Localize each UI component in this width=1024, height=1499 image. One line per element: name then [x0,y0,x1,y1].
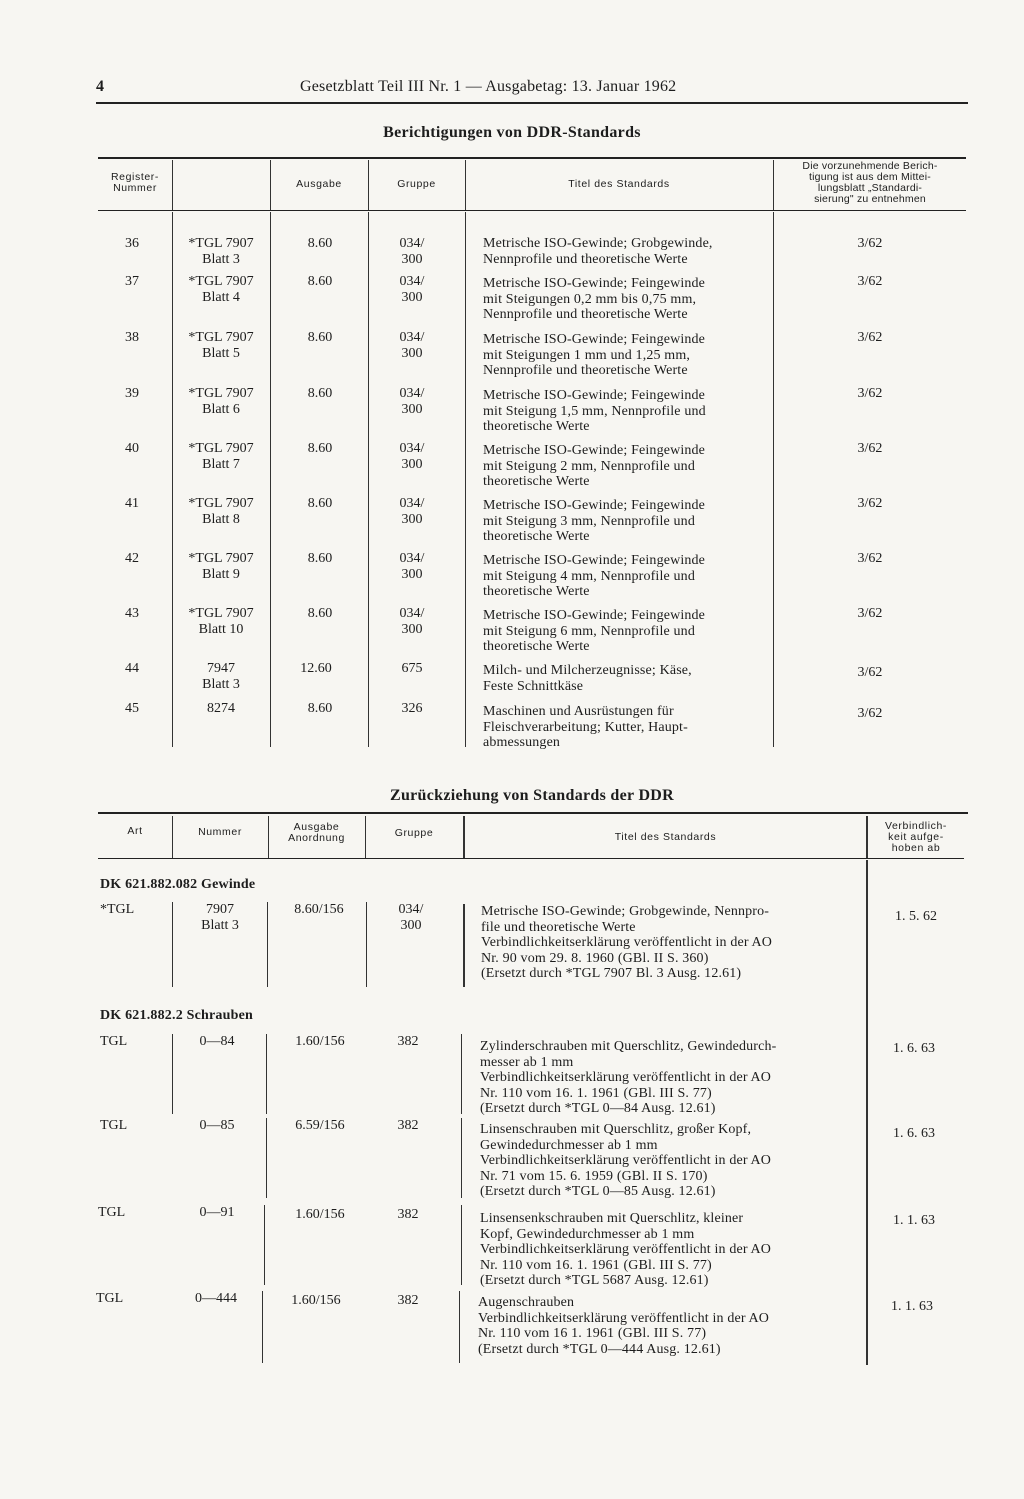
invalid-from-date: 1. 1. 63 [891,1299,933,1314]
art: *TGL [100,902,135,917]
standard-id: 7947 Blatt 3 [202,661,240,692]
s2-header-titel: Titel des Standards [614,831,717,843]
running-head: Gesetzblatt Teil III Nr. 1 — Ausgabetag: 13. Januar 1962 [300,78,677,95]
register-number: 43 [125,606,139,621]
art: TGL [100,1034,128,1049]
gruppe: 034/ 300 [399,274,425,305]
s1-row [0,661,1024,701]
s1-row [0,386,1024,436]
ausgabe-anordnung: 8.60/156 [294,902,344,917]
gruppe: 326 [401,701,423,716]
invalid-from-date: 1. 6. 63 [893,1041,935,1056]
register-number: 45 [125,701,139,716]
register-number: 41 [125,496,139,511]
register-number: 39 [125,386,139,401]
withdrawal-details: Metrische ISO-Gewinde; Grobgewinde, Nennpro- file und theoretische Werte Verbindlichkeitserklärung veröffentlicht in der AO Nr. 90 vom 29. 8. 1960 (GBl. II S. 360) (Ersetzt durch *TGL 7907 Bl. 3 Ausg. 12.61) [481,904,773,982]
s2-row [0,1291,1024,1365]
s1-row [0,496,1024,546]
row-divider [461,1118,462,1198]
s1-header-titel: Titel des Standards [568,178,670,190]
section1-title: Berichtigungen von DDR-Standards [383,124,641,141]
invalid-from-date: 1. 1. 63 [893,1213,935,1228]
standard-id: *TGL 7907 Blatt 10 [188,606,254,637]
s2-header-gruppe: Gruppe [394,827,434,839]
s1-table-top-rule [98,157,966,159]
withdrawal-details: Augenschrauben Verbindlichkeitserklärung veröffentlicht in der AO Nr. 110 vom 16 1. 1961 (GBl. III S. 77) (Ersetzt durch *TGL 0—444 Ausg. 12.61) [478,1295,770,1357]
s1-row [0,274,1024,324]
s1-col-divider [172,160,173,210]
row-divider [461,1034,462,1114]
gruppe: 034/ 300 [398,902,424,933]
ausgabe-anordnung: 1.60/156 [291,1293,341,1308]
s1-header-note: Die vorzunehmende Berich- tigung ist aus dem Mittei- lungsblatt „Standardi- sierung" zu entnehmen [802,160,938,205]
s2-header-art: Art [127,825,143,837]
standard-id: 8274 [207,701,235,716]
ausgabe: 8.60 [307,441,333,456]
s2-row [0,1118,1024,1200]
nummer: 7907 Blatt 3 [201,902,239,933]
row-divider [461,1205,462,1285]
standard-title: Maschinen und Ausrüstungen für Fleischverarbeitung; Kutter, Haupt- abmessungen [483,704,688,751]
row-divider [262,1291,263,1363]
register-number: 36 [125,236,139,251]
invalid-from-date: 1. 6. 63 [893,1126,935,1141]
correction-ref: 3/62 [857,606,883,621]
s1-header-bottom-rule [98,210,966,211]
row-divider [264,1205,265,1285]
standard-id: *TGL 7907 Blatt 7 [188,441,254,472]
standard-title: Metrische ISO-Gewinde; Feingewinde mit Steigung 6 mm, Nennprofile und theoretische Werte [483,608,706,655]
register-number: 44 [125,661,139,676]
s2-header-ausgabe: Ausgabe Anordnung [288,821,345,844]
standard-id: *TGL 7907 Blatt 8 [188,496,254,527]
row-divider [266,1034,267,1114]
ausgabe: 8.60 [307,606,333,621]
register-number: 42 [125,551,139,566]
ausgabe: 8.60 [307,330,333,345]
s2-header-verb: Verbindlich- keit aufge- hoben ab [884,820,948,854]
invalid-from-date: 1. 5. 62 [895,909,937,924]
standard-title: Metrische ISO-Gewinde; Feingewinde mit Steigung 2 mm, Nennprofile und theoretische Werte [483,443,706,490]
s1-row [0,551,1024,601]
s1-header-register: Register- Nummer [111,171,159,194]
standard-title: Metrische ISO-Gewinde; Feingewinde mit Steigungen 1 mm und 1,25 mm, Nennprofile und theoretische Werte [483,332,706,379]
withdrawal-details: Zylinderschrauben mit Querschlitz, Gewindedurch- messer ab 1 mm Verbindlichkeitserklärung veröffentlicht in der AO Nr. 110 vom 16. 1. 1961 (GBl. III S. 77) (Ersetzt durch *TGL 0—84 Ausg. 12.61) [480,1039,777,1117]
nummer: 0—444 [195,1291,237,1306]
correction-ref: 3/62 [857,706,883,721]
gruppe: 034/ 300 [399,441,425,472]
standard-id: *TGL 7907 Blatt 3 [188,236,254,267]
row-divider [459,1291,460,1363]
s2-table-top-rule [98,812,968,814]
gruppe: 034/ 300 [399,330,425,361]
correction-ref: 3/62 [857,665,883,680]
s1-header-ausgabe: Ausgabe [296,178,342,190]
nummer: 0—84 [199,1034,235,1049]
standard-id: *TGL 7907 Blatt 9 [188,551,254,582]
withdrawal-details: Linsenschrauben mit Querschlitz, großer Kopf, Gewindedurchmesser ab 1 mm Verbindlichkeitserklärung veröffentlicht in der AO Nr. 71 vom 15. 6. 1959 (GBl. II S. 170) (Ersetzt durch *TGL 0—85 Ausg. 12.61) [480,1122,772,1200]
standard-title: Metrische ISO-Gewinde; Feingewinde mit Steigung 3 mm, Nennprofile und theoretische Werte [483,498,706,545]
correction-ref: 3/62 [857,551,883,566]
correction-ref: 3/62 [857,236,883,251]
ausgabe-anordnung: 1.60/156 [295,1034,345,1049]
correction-ref: 3/62 [857,441,883,456]
ausgabe: 8.60 [307,551,333,566]
gruppe: 034/ 300 [399,236,425,267]
ausgabe: 12.60 [300,661,332,676]
art: TGL [98,1205,126,1220]
standard-id: *TGL 7907 Blatt 6 [188,386,254,417]
row-divider [267,902,268,987]
standard-title: Metrische ISO-Gewinde; Grobgewinde, Nennprofile und theoretische Werte [483,236,713,267]
gruppe: 382 [397,1207,419,1222]
page-number: 4 [96,78,105,95]
correction-ref: 3/62 [857,386,883,401]
section2-title: Zurückziehung von Standards der DDR [389,787,675,804]
s1-row [0,606,1024,656]
s2-row [0,1205,1024,1287]
nummer: 0—91 [199,1205,235,1220]
art: TGL [100,1118,128,1133]
gruppe: 034/ 300 [399,496,425,527]
s2-row [0,902,1024,992]
standard-title: Metrische ISO-Gewinde; Feingewinde mit Steigung 1,5 mm, Nennprofile und theoretische Werte [483,388,706,435]
row-divider [463,904,465,987]
s1-row [0,330,1024,380]
s2-header-nummer: Nummer [198,826,242,838]
ausgabe: 8.60 [307,236,333,251]
ausgabe: 8.60 [307,274,333,289]
group-heading: DK 621.882.2 Schrauben [100,1008,253,1023]
standard-title: Metrische ISO-Gewinde; Feingewinde mit Steigung 4 mm, Nennprofile und theoretische Werte [483,553,706,600]
standard-title: Metrische ISO-Gewinde; Feingewinde mit Steigungen 0,2 mm bis 0,75 mm, Nennprofile und theoretische Werte [483,276,706,323]
art: TGL [96,1291,124,1306]
correction-ref: 3/62 [857,496,883,511]
gruppe: 382 [397,1118,419,1133]
s1-row [0,701,1024,751]
register-number: 37 [125,274,139,289]
s1-header-gruppe: Gruppe [397,178,436,190]
correction-ref: 3/62 [857,274,883,289]
standard-id: *TGL 7907 Blatt 5 [188,330,254,361]
ausgabe-anordnung: 1.60/156 [295,1207,345,1222]
register-number: 40 [125,441,139,456]
row-divider [266,1118,267,1198]
ausgabe: 8.60 [307,386,333,401]
ausgabe-anordnung: 6.59/156 [295,1118,345,1133]
standard-title: Milch- und Milcherzeugnisse; Käse, Feste Schnittkäse [483,663,692,694]
nummer: 0—85 [199,1118,235,1133]
standard-id: *TGL 7907 Blatt 4 [188,274,254,305]
s2-row [0,1034,1024,1116]
ausgabe: 8.60 [307,496,333,511]
s2-header-bottom-rule [98,858,964,859]
s1-row [0,441,1024,491]
gruppe: 034/ 300 [399,606,425,637]
ausgabe: 8.60 [307,701,333,716]
correction-ref: 3/62 [857,330,883,345]
gruppe: 034/ 300 [399,551,425,582]
gruppe: 382 [397,1034,419,1049]
register-number: 38 [125,330,139,345]
header-rule [96,102,968,104]
gruppe: 675 [401,661,423,676]
gruppe: 034/ 300 [399,386,425,417]
gruppe: 382 [397,1293,419,1308]
withdrawal-details: Linsensenkschrauben mit Querschlitz, kleiner Kopf, Gewindedurchmesser ab 1 mm Verbindlichkeitserklärung veröffentlicht in der AO Nr. 110 vom 16. 1. 1961 (GBl. III S. 77) (Ersetzt durch *TGL 5687 Ausg. 12.61) [480,1211,772,1289]
group-heading: DK 621.882.082 Gewinde [100,877,256,892]
